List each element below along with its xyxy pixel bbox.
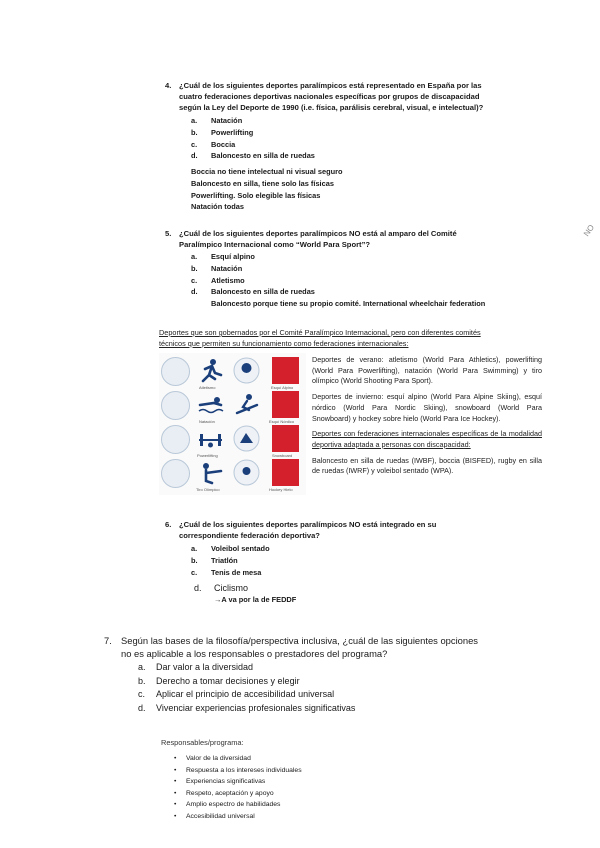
list-item (174, 811, 302, 823)
description-paragraph: Deportes de verano: atletismo (World Para Athletics), powerlifting (World Para Powerlifting), natación (World Para Swimming) y tiro olímpico (World Shooting Para Sport). (312, 355, 542, 386)
option-d (194, 582, 248, 594)
description-paragraph: Deportes de invierno: esquí alpino (World Para Alpine Skiing), esquí nórdico (World Para Nordic Skiing), snowboard (World Para Snowboard) y hockey sobre hielo (World Para Ice Hockey). (312, 392, 542, 423)
pictogram-caption: Tiro Olímpico (196, 487, 220, 492)
option-c (191, 139, 315, 151)
description-paragraph: Baloncesto en silla de ruedas (IWBF), boccia (BISFED), rugby en silla de ruedas (IWRF) y voleibol sentado (WPA). (312, 455, 542, 476)
athletics-pictogram-icon (197, 357, 224, 384)
question-6 (165, 519, 525, 541)
option-letter: b. (138, 675, 146, 686)
pictogram-caption: Hockey Hielo (269, 487, 293, 492)
pictogram-caption: Esquí Alpino (271, 385, 294, 390)
option-b (191, 555, 270, 567)
option-letter: b. (191, 263, 198, 273)
question-text-line: ¿Cuál de los siguientes deportes paralímpicos NO está al amparo del Comité (179, 229, 457, 238)
list-item-text: Amplio espectro de habilidades (186, 801, 281, 808)
list-item-text: Valor de la diversidad (186, 755, 251, 762)
question-7-options (138, 661, 355, 715)
pictogram-tile (161, 459, 190, 488)
option-label: Triatlón (211, 555, 238, 565)
option-label: Derecho a tomar decisiones y elegir (156, 675, 300, 686)
question-text-line: Según las bases de la filosofía/perspectiva inclusiva, ¿cuál de las siguientes opciones (121, 635, 478, 646)
option-letter: c. (191, 567, 198, 577)
option-letter: b. (191, 127, 198, 137)
pictogram-caption: Atletismo (199, 385, 216, 390)
answer-note: Baloncesto en silla, tiene solo las físicas (191, 178, 334, 188)
question-text-line: cuatro federaciones deportivas nacionales específicas por grupos de discapacidad (179, 92, 480, 101)
pictograms-description (312, 355, 542, 477)
bullet-icon: • (174, 801, 177, 808)
option-label: Tenis de mesa (211, 567, 262, 577)
question-text-line: ¿Cuál de los siguientes deportes paralímpicos está representado en España por las (179, 81, 482, 90)
option-letter: a. (191, 252, 198, 261)
option-label: Atletismo (211, 275, 245, 285)
option-letter: d. (191, 287, 198, 297)
option-letter: d. (191, 151, 198, 161)
description-paragraph: Deportes con federaciones internacionales específicas de la modalidad deportiva adaptada a personas con discapacidad: (312, 429, 542, 449)
option-a (191, 543, 270, 555)
question-5-options (191, 251, 315, 298)
option-b (191, 263, 315, 275)
option-label: Voleibol sentado (211, 544, 270, 553)
option-d (191, 150, 315, 162)
list-item-text: Accesibilidad universal (186, 812, 255, 820)
question-5-note: Baloncesto porque tiene su propio comité. International wheelchair federation (211, 299, 486, 308)
option-label: Powerlifting (211, 127, 254, 137)
option-b (138, 675, 355, 689)
question-7 (104, 634, 524, 660)
shooting-pictogram-icon (197, 459, 224, 486)
option-a (191, 251, 315, 263)
question-6-options (191, 543, 270, 578)
list-item-text: Respeto, aceptación y apoyo (186, 789, 274, 797)
pictogram-caption: Natación (199, 419, 215, 424)
question-4-options (191, 115, 315, 162)
option-d (191, 286, 315, 298)
option-d (138, 702, 355, 716)
list-item-text: Experiencias significativas (186, 778, 266, 785)
question-number: 5. (165, 229, 172, 238)
option-letter: a. (191, 544, 198, 553)
heading-line: Deportes que son gobernados por el Comité Paralímpico Internacional, pero con diferentes comités (159, 328, 481, 337)
option-label: Natación (211, 116, 243, 125)
pictogram-circle-icon (233, 459, 260, 486)
bullet-icon: • (174, 766, 177, 774)
pictogram-tile (161, 425, 190, 454)
pictogram-tile (161, 357, 190, 386)
responsables-title: Responsables/programa: (161, 738, 244, 747)
answer-note: Natación todas (191, 202, 244, 212)
pictogram-circle-icon (233, 425, 260, 452)
question-6-note: →A va por la de FEDDF (214, 595, 297, 604)
sport-pictograms-image (159, 353, 306, 495)
bullet-icon: • (174, 812, 177, 820)
pictogram-red-tile (272, 459, 299, 486)
option-letter: b. (191, 555, 198, 565)
bullet-icon: • (174, 789, 177, 797)
pictogram-red-tile (272, 425, 299, 452)
option-letter: a. (138, 662, 146, 672)
swimming-pictogram-icon (197, 391, 224, 418)
list-item (174, 799, 302, 811)
question-text-line: Paralímpico Internacional como “World Para Sport”? (179, 240, 371, 249)
option-c (138, 688, 355, 702)
list-item-text: Respuesta a los intereses individuales (186, 766, 302, 774)
bullet-icon: • (174, 778, 177, 785)
pictogram-red-tile (272, 391, 299, 418)
alpine-skiing-pictogram-icon (233, 391, 260, 418)
question-text-line: no es aplicable a los responsables o prestadores del programa? (121, 648, 388, 659)
option-letter: d. (138, 702, 146, 713)
pictogram-circle-icon (233, 357, 260, 384)
question-number: 4. (165, 81, 172, 90)
option-c (191, 567, 270, 579)
option-label: Aplicar el principio de accesibilidad universal (156, 689, 335, 700)
option-label: Vivenciar experiencias profesionales significativas (156, 702, 356, 713)
option-label: Esquí alpino (211, 252, 255, 261)
powerlifting-pictogram-icon (197, 425, 224, 452)
question-number: 7. (104, 635, 112, 646)
option-label: Ciclismo (214, 583, 249, 593)
list-item (174, 753, 302, 765)
option-b (191, 127, 315, 139)
option-letter: c. (191, 275, 198, 285)
answer-note: Boccia no tiene intelectual ni visual seguro (191, 167, 343, 176)
question-number: 6. (165, 520, 172, 529)
question-4 (165, 80, 525, 113)
question-text-line: ¿Cuál de los siguientes deportes paralímpicos NO está integrado en su (179, 520, 437, 529)
heading-line: técnicos que permiten su funcionamiento como federaciones internacionales: (159, 339, 409, 348)
pictogram-red-tile (272, 357, 299, 384)
option-c (191, 275, 315, 287)
option-a (191, 115, 315, 127)
bullet-icon: • (174, 755, 177, 762)
option-label: Baloncesto en silla de ruedas (211, 287, 315, 297)
pictogram-caption: Esquí Nórdico (269, 419, 295, 424)
list-item (174, 776, 302, 788)
option-letter: c. (138, 689, 146, 700)
option-letter: a. (191, 116, 198, 125)
option-label: Boccia (211, 139, 236, 149)
option-a (138, 661, 355, 675)
pictogram-caption: Snowboard (272, 453, 293, 458)
option-letter: c. (191, 139, 198, 149)
question-text-line: correspondiente federación deportiva? (179, 531, 320, 540)
list-item (174, 788, 302, 800)
pictogram-caption: Powerlifting (197, 453, 218, 458)
side-note: NO (581, 223, 597, 238)
pictograms-heading (159, 327, 554, 349)
question-4-notes (191, 166, 343, 213)
answer-note: Powerlifting. Solo elegible las físicas (191, 190, 321, 200)
pictogram-tile (161, 391, 190, 420)
responsables-list (174, 753, 302, 822)
question-5 (165, 228, 525, 250)
list-item (174, 765, 302, 777)
option-label: Dar valor a la diversidad (156, 662, 254, 672)
option-label: Natación (211, 263, 243, 273)
option-letter: d. (194, 583, 202, 593)
question-text-line: según la Ley del Deporte de 1990 (i.e. física, parálisis cerebral, visual, e intelectual)? (179, 103, 484, 112)
option-label: Baloncesto en silla de ruedas (211, 151, 315, 161)
